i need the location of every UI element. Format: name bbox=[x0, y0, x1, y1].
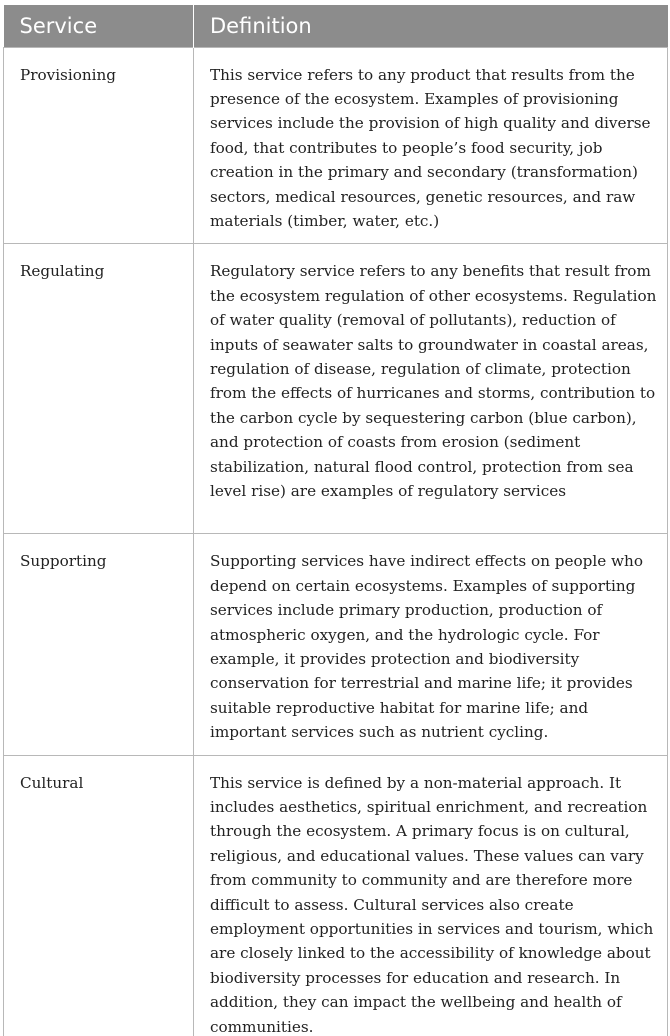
service-cell: Cultural bbox=[4, 755, 194, 1036]
table-body bbox=[4, 47, 668, 1036]
table-row bbox=[4, 534, 668, 755]
definition-column-header: Definition bbox=[194, 5, 668, 47]
definition-cell: This service is defined by a non-material approach. It includes aesthetics, spiritual enrichment, and recreation through the ecosystem. A primary focus is on cultural, religious, and educational values. These values can vary from community to community and are therefore more difficult to assess. Cultural services also create employment opportunities in services and tourism, which are closely linked to the accessibility of knowledge about biodiversity processes for education and research. In addition, they can impact the wellbeing and health of communities. bbox=[194, 755, 668, 1036]
service-cell: Provisioning bbox=[4, 47, 194, 244]
service-cell: Regulating bbox=[4, 244, 194, 534]
service-column-header: Service bbox=[4, 5, 194, 47]
definition-cell: Regulatory service refers to any benefits that result from the ecosystem regulation of other ecosystems. Regulation of water quality (removal of pollutants), reduction of inputs of seawater salts to groundwater in coastal areas, regulation of disease, regulation of climate, protection from the effects of hurricanes and storms, contribution to the carbon cycle by sequestering carbon (blue carbon), and protection of coasts from erosion (sediment stabilization, natural flood control, protection from sea level rise) are examples of regulatory services bbox=[194, 244, 668, 534]
definition-cell: Supporting services have indirect effects on people who depend on certain ecosystems. Examples of supporting services include primary production, production of atmospheric oxygen, and the hydrologic cycle. For example, it provides protection and biodiversity conservation for terrestrial and marine life; it provides suitable reproductive habitat for marine life; and important services such as nutrient cycling. bbox=[194, 534, 668, 755]
table-header bbox=[4, 5, 668, 47]
table-row bbox=[4, 755, 668, 1036]
table-row bbox=[4, 244, 668, 534]
service-cell: Supporting bbox=[4, 534, 194, 755]
header-row bbox=[4, 5, 668, 47]
table-row bbox=[4, 47, 668, 244]
definition-cell: This service refers to any product that results from the presence of the ecosystem. Examples of provisioning services include the provision of high quality and diverse food, that contributes to people’s food security, job creation in the primary and secondary (transformation) sectors, medical resources, genetic resources, and raw materials (timber, water, etc.) bbox=[194, 47, 668, 244]
ecosystem-services-table bbox=[3, 5, 668, 1036]
